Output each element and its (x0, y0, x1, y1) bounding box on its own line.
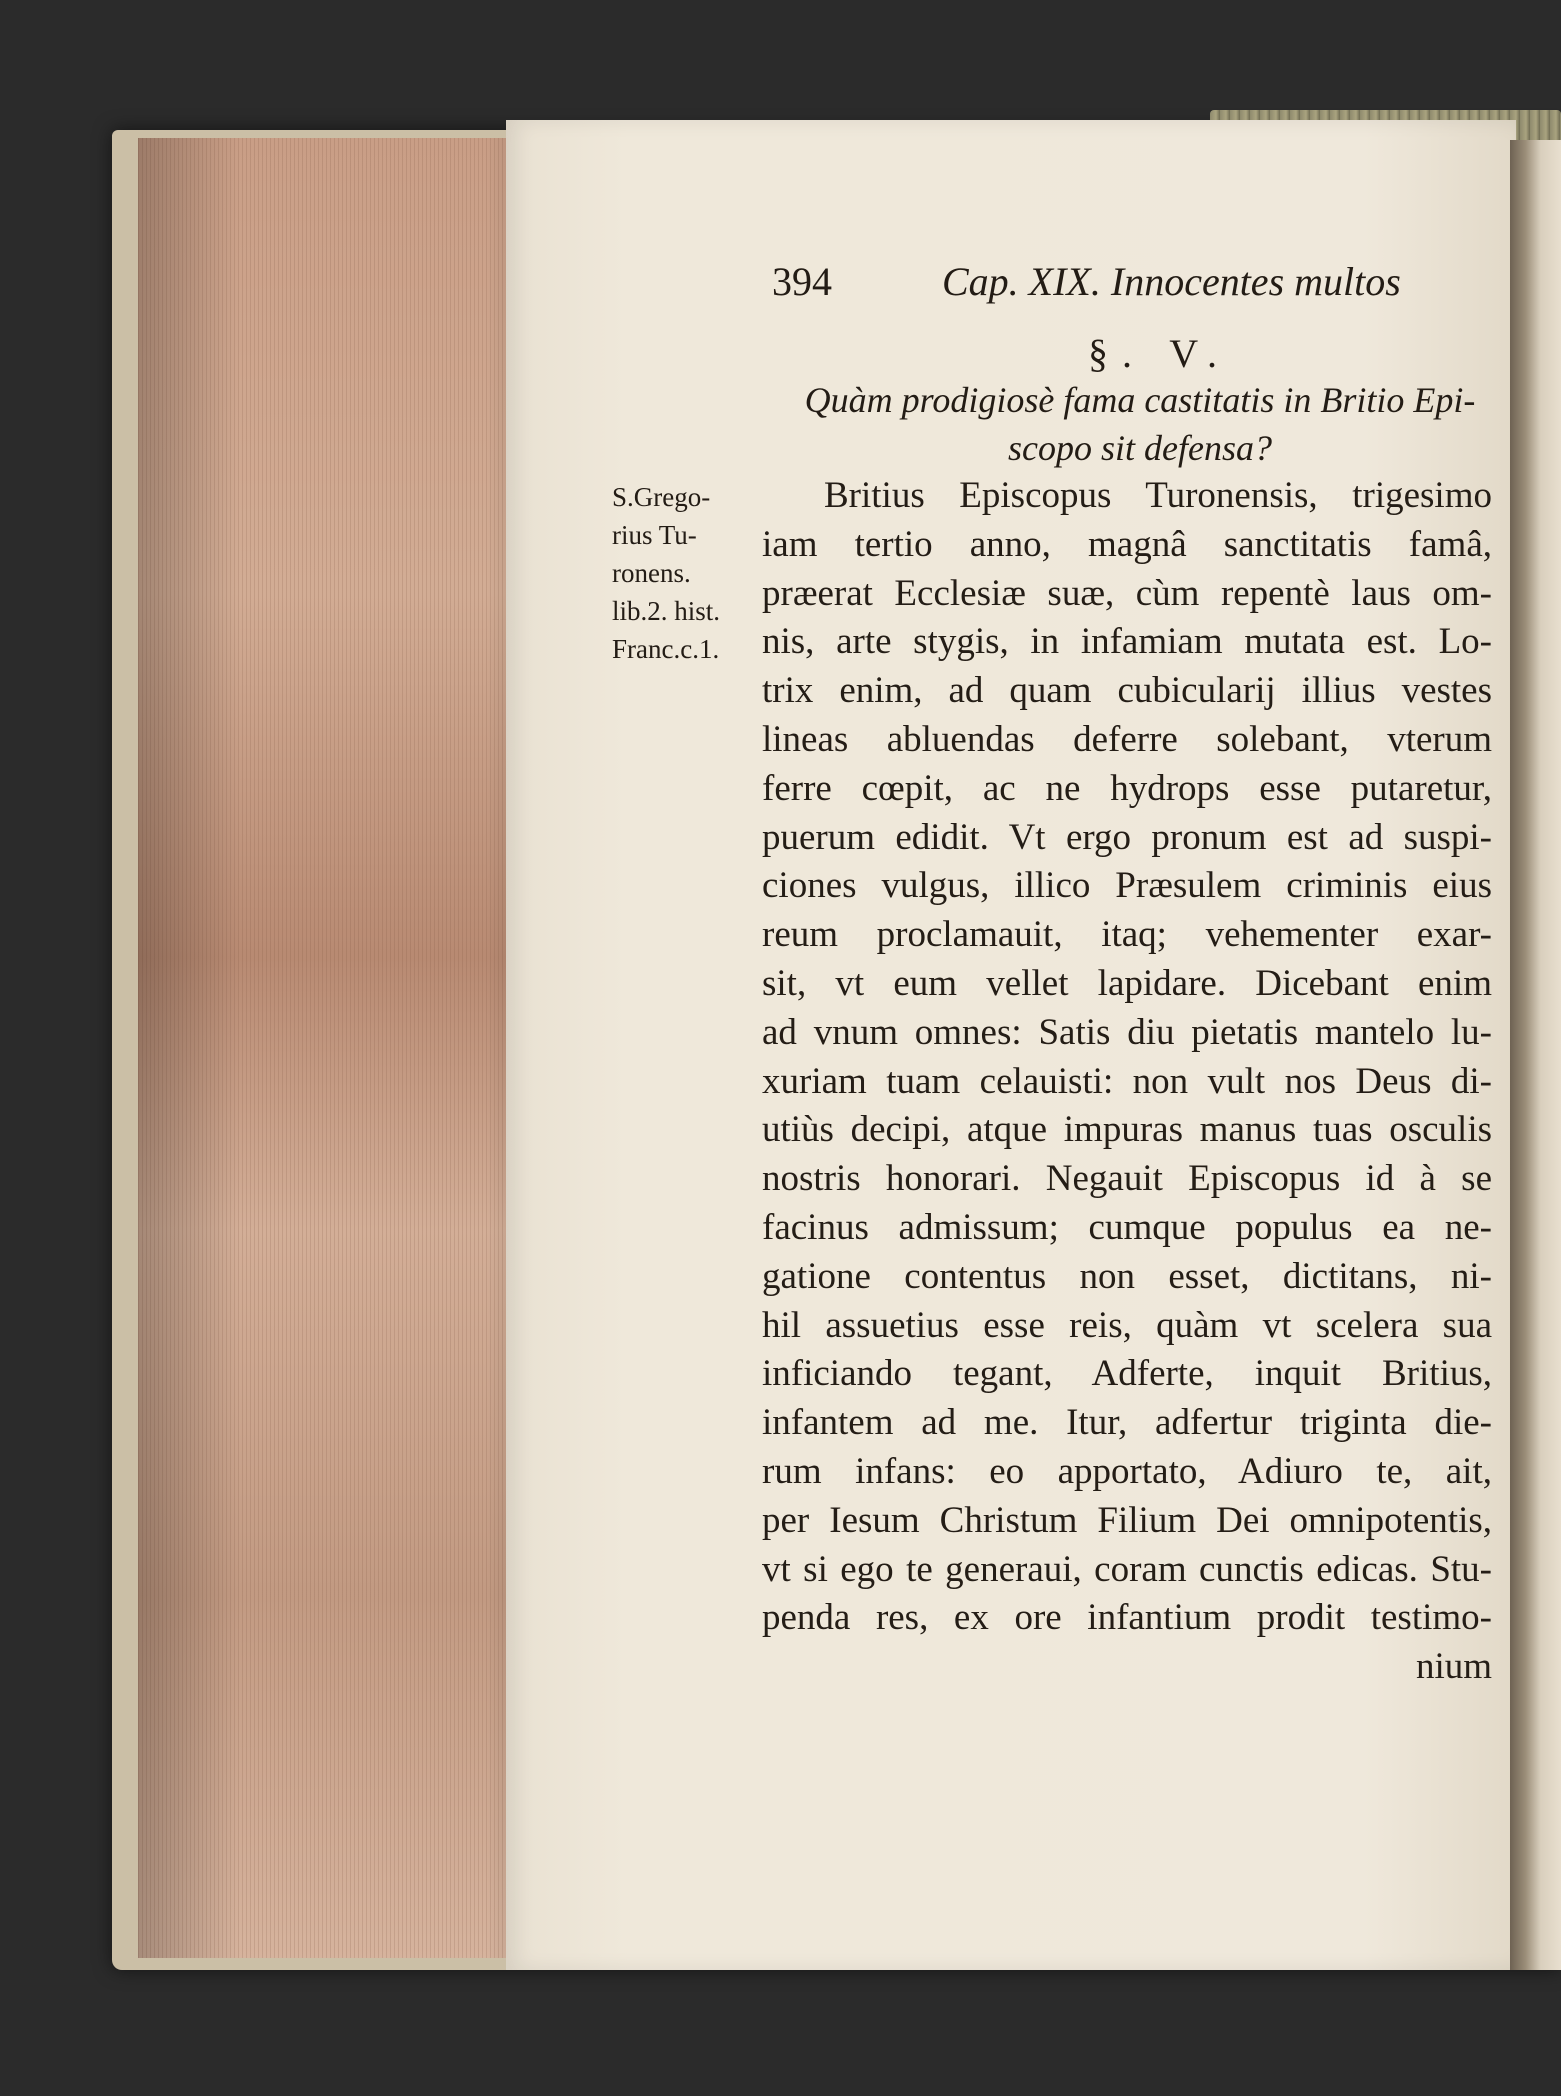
body-line: Britius Episcopus Turonensis, trigesimo (824, 475, 1492, 516)
section-title-line: scopo sit defensa? (1008, 428, 1272, 468)
body-line: utiùs decipi, atque impuras manus tuas osculis (762, 1109, 1492, 1151)
body-line: iam tertio anno, magnâ sanctitatis famâ, (762, 523, 1492, 565)
body-line: nium (1415, 1646, 1492, 1688)
margin-note-line: rius Tu- (612, 520, 697, 550)
body-line: penda res, ex ore infantium prodit testimo- (762, 1597, 1492, 1639)
body-line: reum proclamauit, itaq; vehementer exar- (762, 914, 1492, 956)
body-line: vt si ego te generaui, coram cunctis edicas. Stu- (762, 1548, 1492, 1590)
section-title (780, 376, 1500, 472)
body-line: sit, vt eum vellet lapidare. Dicebant enim (762, 962, 1492, 1004)
body-line: præerat Ecclesiæ suæ, cùm repentè laus om- (762, 572, 1492, 614)
margin-note-line: S.Grego- (612, 482, 711, 512)
page-block-edge (138, 138, 550, 1958)
body-line: infantem ad me. Itur, adfertur triginta die- (762, 1402, 1492, 1444)
body-line: inficiando tegant, Adferte, inquit Britius, (762, 1353, 1492, 1395)
body-line: lineas abluendas deferre solebant, vterum (762, 718, 1492, 760)
body-line: gatione contentus non esset, dictitans, ni- (762, 1255, 1492, 1297)
body-line: ciones vulgus, illico Præsulem criminis eius (762, 865, 1492, 907)
body-line: ferre cœpit, ac ne hydrops esse putaretur, (762, 767, 1492, 809)
body-line: xuriam tuam celauisti: non vult nos Deus di- (762, 1060, 1492, 1102)
margin-note-line: lib.2. hist. (612, 596, 721, 626)
section-mark: §. V. (1088, 331, 1232, 376)
running-title: Cap. XIX. Innocentes multos (942, 259, 1401, 304)
body-line: trix enim, ad quam cubicularij illius vestes (762, 670, 1492, 712)
margin-note (612, 478, 762, 668)
body-line: hil assuetius esse reis, quàm vt scelera sua (762, 1304, 1492, 1346)
margin-note-line: Franc.c.1. (612, 634, 720, 664)
body-line: ad vnum omnes: Satis diu pietatis mantelo lu- (762, 1011, 1492, 1053)
margin-note-line: ronens. (612, 558, 691, 588)
running-head (772, 258, 1412, 310)
book-gutter (1510, 140, 1561, 1970)
body-text (762, 472, 1492, 1692)
body-line: facinus admissum; cumque populus ea ne- (762, 1206, 1492, 1248)
section-title-line: Quàm prodigiosè fama castitatis in Britio Epi- (804, 380, 1476, 420)
body-line: nostris honorari. Negauit Episcopus id à se (762, 1158, 1492, 1200)
body-line: rum infans: eo apportato, Adiuro te, ait, (762, 1450, 1492, 1492)
page-number: 394 (772, 259, 832, 304)
body-line: nis, arte stygis, in infamiam mutata est. Lo- (762, 621, 1492, 663)
body-line: puerum edidit. Vt ergo pronum est ad suspi- (762, 816, 1492, 858)
body-line: per Iesum Christum Filium Dei omnipotentis, (762, 1499, 1492, 1541)
